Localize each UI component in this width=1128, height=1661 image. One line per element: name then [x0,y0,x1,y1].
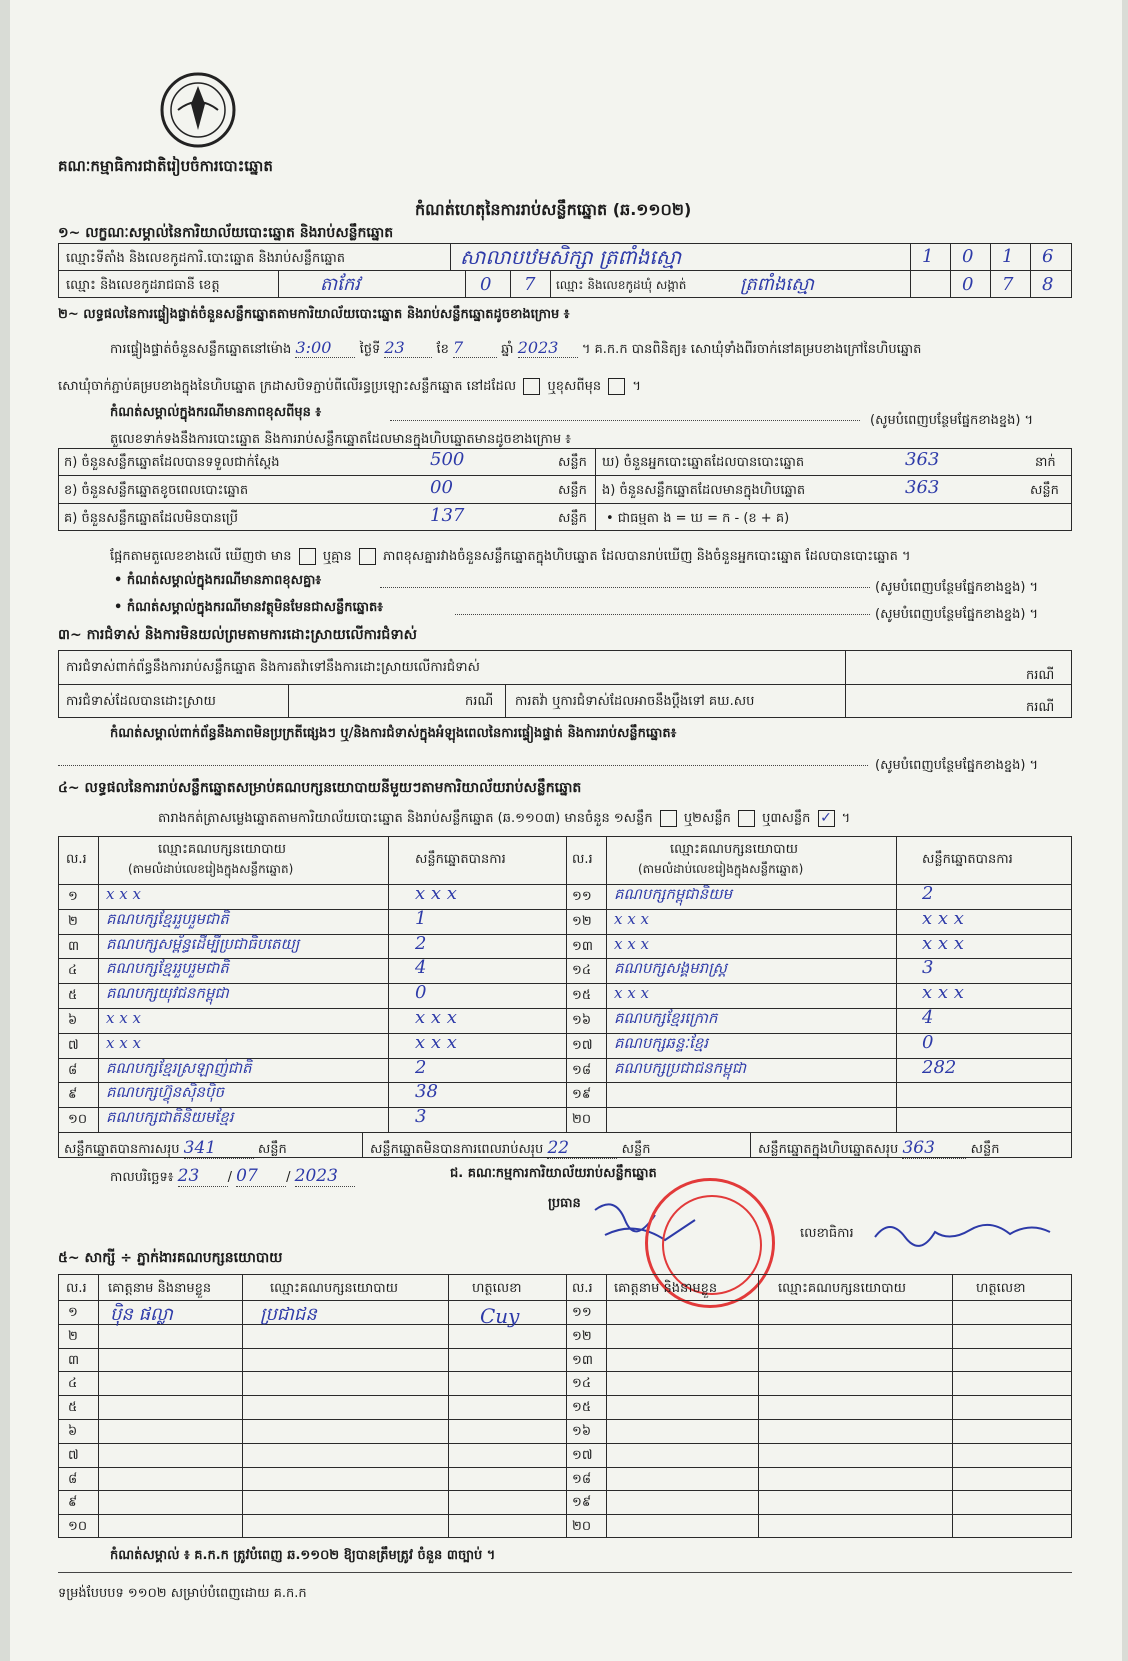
result-row-votes: 4 [415,957,427,979]
section1-title: ១~ លក្ខណៈសម្គាល់នៃការិយាល័យបោះឆ្នោត និងរាប់សន្លឹកឆ្នោត [58,225,394,241]
commune-code-2: 7 [1002,274,1014,295]
row-ko-value: 137 [430,505,465,526]
result-row-party: x x x [106,1009,141,1027]
result-row-no: ១១ [572,889,592,904]
result-row-party: គណបក្សខ្មែររួបរួមជាតិ [106,909,229,928]
same-checkbox[interactable] [523,378,540,395]
result-row-votes: 4 [922,1007,934,1028]
result-row-no: ១៤ [572,963,592,979]
different-label: ឬខុសពីមុន [547,379,602,394]
col-party-sub-left: (តាមលំដាប់លេខរៀងក្នុងសន្លឹកឆ្នោត) [128,862,294,876]
verify-time: 3:00 [295,338,355,358]
w-col-name-right: គោត្តនាម និងនាមខ្លួន [614,1281,718,1296]
chair-label: ប្រធាន [548,1196,581,1211]
witness-row-divider [58,1348,1072,1349]
result-row-no: ២ [68,913,78,929]
result-row-votes: x x x [922,982,964,1004]
result-row-no: ១៩ [572,1087,592,1103]
province-label: ឈ្មោះ និងលេខកូដរាជធានី ខេត្ត [66,278,220,293]
verify-year-label: ឆ្នាំ [501,342,514,357]
total-invalid-unit: សន្លឹក [621,1142,651,1157]
w-col-party-right: ឈ្មោះគណបក្សនយោបាយ [778,1281,906,1296]
verify-line-2 [58,378,641,395]
witness-row-no: ១៤ [572,1376,592,1392]
row-divider [566,1082,1072,1083]
total-invalid-line [370,1138,650,1159]
date-day: 23 [178,1166,228,1187]
w-col-sign-left: ហត្ថលេខា [472,1281,522,1296]
witness-row-no: ៧ [68,1447,79,1463]
witness-row-no: ១៣ [572,1352,593,1368]
note-diff2: • កំណត់សម្គាល់ក្នុងករណីមានភាពខុសគ្នា៖ [114,573,322,588]
result-row-party: x x x [614,934,649,953]
verify-month: 7 [453,338,497,358]
result-row-no: ៣ [68,938,80,954]
witness-1-party: ប្រជាជន [260,1304,317,1325]
tally-sheet-line [158,810,850,827]
result-row-votes: 0 [415,982,427,1004]
commune-label: ឈ្មោះ និងលេខកូដឃុំ សង្កាត់ [556,278,687,292]
ballot-count-form [10,0,1122,1661]
province-code-1: 0 [480,274,492,295]
result-row-party: x x x [614,909,649,928]
province-code-2: 7 [524,274,536,295]
row-ka-label: ក) ចំនួនសន្លឹកឆ្នោតដែលបានទទួលជាក់ស្តែង [64,455,280,470]
result-row-votes: 3 [922,957,934,979]
result-row-votes: x x x [415,1007,457,1028]
result-row-votes: 282 [922,1056,957,1078]
witness-row-divider [58,1490,1072,1491]
province-value: តាកែវ [320,274,360,295]
objection-case-2: ករណី [465,694,494,709]
w-col-no-left: ល.រ [66,1281,87,1296]
row-kha-value: 00 [430,477,453,498]
three-sheet-checkbox[interactable]: ✓ [818,810,835,827]
row-ka-unit: សន្លឹក [558,455,587,470]
result-row-votes: 38 [415,1081,438,1103]
witness-row-divider [58,1467,1072,1468]
result-row-no: ៤ [68,963,78,979]
result-row-party: គណបក្សខ្មែរក្រោក [614,1009,718,1027]
w-col-name-left: គោត្តនាម និងនាមខ្លួន [108,1281,212,1296]
row-ngo-unit: សន្លឹក [1030,483,1059,498]
col-votes-left: សន្លឹកឆ្នោតបានការ [415,852,506,867]
section2-title: ២~ លទ្ធផលនៃការផ្ទៀងផ្ទាត់ចំនួនសន្លឹកឆ្នោតតាមការិយាល័យបោះឆ្នោត និងរាប់សន្លឹកឆ្នោតដូចខាងក្រោម ៖ [58,307,570,322]
secretary-signature-icon [870,1212,1060,1252]
location-label: ឈ្មោះទីតាំង និងលេខកូដការិ.បោះឆ្នោត និងរាប់សន្លឹកឆ្នោត [66,251,345,266]
result-row-votes: x x x [415,1031,457,1053]
note-diff-label: កំណត់សម្គាល់ក្នុងករណីមានភាពខុសពីមុន ៖ [110,405,322,420]
result-row-no: ១ [68,889,78,904]
difference-none-label: ឬគ្មាន [322,549,352,564]
result-row-party: គណបក្សយុវជនកម្ពុជា [106,984,229,1003]
result-row-votes: 3 [415,1106,427,1128]
objection-resolved: ការជំទាស់ដែលបានដោះស្រាយ [66,694,216,709]
result-row-party: គណបក្សហ៊្វុនស៊ិនប៉ិច [106,1083,224,1102]
result-row-votes: 2 [922,883,934,904]
location-code-2: 0 [962,246,974,267]
note-object: • កំណត់សម្គាល់ក្នុងករណីមានវត្ថុមិនមែនជាសន្លឹកឆ្នោត៖ [114,600,383,615]
result-row-votes: x x x [922,932,964,954]
result-row-no: ១២ [572,913,592,929]
total-box-line [758,1138,999,1159]
table-intro: តួលេខទាក់ទងនឹងការបោះឆ្នោត និងការរាប់សន្លឹកឆ្នោតដែលមានក្នុងហិបឆ្នោតមានដូចខាងក្រោម ៖ [110,432,571,447]
footer-form: ទម្រង់បែបបទ ១១០២ សម្រាប់បំពេញដោយ គ.ក.ក [58,1586,307,1601]
location-code-1: 1 [922,246,934,267]
witness-row-no: ៣ [68,1352,80,1368]
two-sheet-checkbox[interactable] [738,810,755,827]
verify-day: 23 [384,338,432,358]
result-row-party: x x x [614,984,649,1003]
total-valid: 341 [184,1138,254,1159]
result-row-no: ១០ [68,1112,88,1128]
w-col-party-left: ឈ្មោះគណបក្សនយោបាយ [270,1281,398,1296]
result-row-no: ៩ [68,1087,78,1103]
witness-row-no: ១៨ [572,1471,592,1487]
tally-intro: តារាងកត់ត្រាសម្លេងឆ្នោតតាមការិយាល័យបោះឆ្នោត និងរាប់សន្លឹកឆ្នោត (ឆ.១១០៣) មានចំនួន ១សន្លឹក [158,811,653,826]
formula: • ជាធម្មតា ង = ឃ = ក - (ខ + គ) [606,511,790,526]
three-sheet-label: ឬ៣សន្លឹក [762,811,811,826]
witness-row-no: ១៧ [572,1447,593,1463]
objection-row1: ការជំទាស់ពាក់ព័ន្ធនឹងការរាប់សន្លឹកឆ្នោត និងការតវ៉ាទៅនឹងការដោះស្រាយលើការជំទាស់ [66,660,480,675]
result-row-votes: 2 [415,1056,427,1078]
witness-row-no: ១ [68,1305,78,1320]
total-valid-label: សន្លឹកឆ្នោតបានការសរុប [64,1142,180,1157]
witness-row-no: ១៥ [572,1400,592,1416]
section3-title: ៣~ ការជំទាស់ និងការមិនយល់ព្រមតាមការដោះស្រាយលើការជំទាស់ [58,627,417,643]
witness-row-no: ២ [68,1328,78,1344]
result-row-votes: 2 [415,932,427,954]
total-box-unit: សន្លឹក [970,1142,1000,1157]
result-row-votes: x x x [415,883,457,904]
no-difference-checkbox[interactable] [359,548,376,565]
row-kha-unit: សន្លឹក [558,483,587,498]
witness-row-divider [58,1419,1072,1420]
section5-title: ៥~ សាក្សី ÷ ភ្នាក់ងារគណបក្សនយោបាយ [58,1250,283,1266]
witness-row-no: ៩ [68,1495,78,1511]
date-label: កាលបរិច្ឆេទ៖ [110,1170,174,1185]
commune-code-3: 8 [1042,274,1054,295]
result-row-party: គណបក្សសង្គមរាស្ត្រ [614,959,727,978]
objection-case-3: ករណី [1026,700,1055,715]
result-row-party: គណបក្សខ្មែររួបរួមជាតិ [106,959,229,978]
result-row-party: គណបក្សជាតិនិយមខ្មែរ [106,1108,234,1127]
witness-row-no: ១៦ [572,1424,592,1439]
witness-1-name: ប៉ិន ផល្លា [110,1304,173,1325]
result-row-no: ៦ [68,1013,78,1028]
result-row-no: ១៦ [572,1013,592,1028]
nec-emblem-icon [158,70,238,150]
date-month: 07 [236,1166,286,1187]
witness-row-divider [58,1443,1072,1444]
witness-row-divider [58,1395,1072,1396]
w-col-no-right: ល.រ [572,1281,593,1296]
result-row-votes: x x x [922,907,964,929]
witness-row-no: ២០ [572,1519,592,1535]
col-party-sub-right: (តាមលំដាប់លេខរៀងក្នុងសន្លឹកឆ្នោត) [638,862,804,876]
witness-table [58,1274,1072,1538]
total-invalid: 22 [547,1138,617,1159]
witness-row-no: ១៩ [572,1495,592,1511]
verify-line-2-text: សោឃុំចាក់ភ្ជាប់គម្របខាងក្នុងនៃហិបឆ្នោត ក្រដាសបិទភ្ជាប់ពីលើរន្ធប្រឡោះសន្លឹកឆ្នោត នៅដដែល [58,379,517,394]
witness-row-no: ៤ [68,1376,78,1392]
result-row-party: គណបក្សសម្ព័ន្ធដើម្បីប្រជាធិបតេយ្យ [106,934,300,953]
sign-heading: ជ. គណៈកម្មការការិយាល័យរាប់សន្លឹកឆ្នោត [450,1166,657,1181]
commune-value: ត្រពាំងស្មោ [740,274,814,295]
objection-case-1: ករណី [1026,668,1055,683]
location-code-3: 1 [1002,246,1014,267]
date-line: កាលបរិច្ឆេទ៖ 23 / 07 / 2023 [110,1166,355,1187]
result-row-votes: 0 [922,1031,934,1053]
objection-appeal: ការតវ៉ា ឬការជំទាស់ដែលអាចនឹងប្តឹងទៅ គឃ.សប [515,694,755,709]
result-row-no: ១៧ [572,1037,593,1053]
difference-has-label: ផ្អែកតាមតួលេខខាងលើ ឃើញថា មាន [110,549,292,564]
section4-title: ៤~ លទ្ធផលនៃការរាប់សន្លឹកឆ្នោតសម្រាប់គណបក្សនយោបាយនីមួយៗតាមការិយាល័យរាប់សន្លឹកឆ្នោត [58,780,582,796]
tally-end: ។ [841,811,851,826]
result-row-no: ២០ [572,1112,592,1128]
row-kha-label: ខ) ចំនួនសន្លឹកឆ្នោតខូចពេលបោះឆ្នោត [64,483,249,498]
result-row-no: ១៥ [572,988,592,1004]
witness-row-no: ៥ [68,1400,78,1416]
irregularity-note: កំណត់សម្គាល់ពាក់ព័ន្ធនឹងភាពមិនប្រក្រតីផ្សេងៗ ឬ/និងការជំទាស់ក្នុងអំឡុងពេលនៃការផ្ទៀងផ្ទាត់ និងការរាប់សន្លឹកឆ្នោត៖ [110,726,677,741]
location-value: សាលាបឋមសិក្សា ត្រពាំងស្មោ [460,245,682,269]
form-title: កំណត់ហេតុនៃការរាប់សន្លឹកឆ្នោត (ឆ.១១០២) [415,200,692,219]
difference-text: ភាពខុសគ្នារវាងចំនួនសន្លឹកឆ្នោតក្នុងហិបឆ្នោត ដែលបានរាប់ឃើញ និងចំនួនអ្នកបោះឆ្នោត ដែលបានបោះឆ្នោត ។ [383,549,911,564]
result-row-party: គណបក្សកម្ពុជានិយម [614,885,732,903]
result-row-votes: 1 [415,907,427,929]
verify-month-label: ខែ [436,342,449,357]
difference-line [110,548,911,565]
result-row-no: ១៣ [572,938,593,954]
one-sheet-checkbox[interactable] [660,810,677,827]
witness-row-no: ៦ [68,1424,78,1439]
witness-row-divider [58,1371,1072,1372]
col-party-right: ឈ្មោះគណបក្សនយោបាយ [670,842,798,857]
row-divider [566,1107,1072,1108]
fill-hint-2: (សូមបំពេញបន្ថែមផ្នែកខាងខ្នង) ។ [875,580,1039,595]
has-difference-checkbox[interactable] [299,548,316,565]
row-ko-label: គ) ចំនួនសន្លឹកឆ្នោតដែលមិនបានប្រើ [64,511,238,526]
result-row-party: គណបក្សប្រជាជនកម្ពុជា [614,1058,746,1077]
witness-row-no: ១០ [68,1519,88,1535]
result-row-party: x x x [106,885,141,903]
total-invalid-label: សន្លឹកឆ្នោតមិនបានការពេលរាប់សរុប [370,1142,544,1157]
committee-name: គណៈកម្មាធិការជាតិរៀបចំការបោះឆ្នោត [58,157,273,175]
verify-line-1-end: ។ គ.ក.ក បានពិនិត្យ៖ សោឃុំទាំងពីរចាក់នៅគម្របខាងក្រៅនៃហិបឆ្នោត [581,342,922,357]
row-gho-value: 363 [905,449,940,470]
witness-row-no: ១២ [572,1328,592,1344]
total-valid-line [64,1138,287,1159]
row-ko-unit: សន្លឹក [558,511,587,526]
w-col-sign-right: ហត្ថលេខា [976,1281,1026,1296]
witness-row-no: ៨ [68,1471,78,1487]
different-checkbox[interactable] [608,378,625,395]
result-row-no: ៥ [68,988,78,1004]
two-sheet-label: ឬ២សន្លឹក [683,811,731,826]
commune-code-1: 0 [962,274,974,295]
result-row-party: x x x [106,1033,141,1052]
result-row-party: គណបក្សឆន្ទៈខ្មែរ [614,1033,709,1052]
total-box: 363 [902,1138,966,1159]
row-ngo-value: 363 [905,477,940,498]
col-votes-right: សន្លឹកឆ្នោតបានការ [922,852,1013,867]
verify-time-label: ការផ្ទៀងផ្ទាត់ចំនួនសន្លឹកឆ្នោតនៅម៉ោង [110,342,292,357]
verify-year: 2023 [518,338,578,358]
date-year: 2023 [295,1166,355,1187]
witness-row-divider [58,1514,1072,1515]
verify-line-2-end: ។ [632,379,641,394]
witness-row-divider [58,1324,1072,1325]
verify-day-label: ថ្ងៃទី [359,342,381,357]
total-box-label: សន្លឹកឆ្នោតក្នុងហិបឆ្នោតសរុប [758,1142,899,1157]
witness-1-signature: Cuy [480,1304,520,1328]
col-no-right: ល.រ [572,852,593,867]
row-ka-value: 500 [430,449,465,470]
col-no-left: ល.រ [66,852,87,867]
fill-hint-4: (សូមបំពេញបន្ថែមផ្នែកខាងខ្នង) ។ [875,758,1039,773]
row-gho-label: ឃ) ចំនួនអ្នកបោះឆ្នោតដែលបានបោះឆ្នោត [602,455,805,470]
col-party-left: ឈ្មោះគណបក្សនយោបាយ [158,842,286,857]
secretary-label: លេខាធិការ [800,1226,854,1241]
fill-hint-3: (សូមបំពេញបន្ថែមផ្នែកខាងខ្នង) ។ [875,607,1039,622]
result-row-no: ១៨ [572,1062,592,1078]
witness-row-no: ១១ [572,1305,592,1320]
result-row-no: ៧ [68,1037,79,1053]
verify-line-1 [110,338,921,358]
location-code-4: 6 [1042,246,1054,267]
total-valid-unit: សន្លឹក [257,1142,287,1157]
result-row-no: ៨ [68,1062,78,1078]
fill-hint-1: (សូមបំពេញបន្ថែមផ្នែកខាងខ្នង) ។ [870,413,1034,428]
row-ngo-label: ង) ចំនួនសន្លឹកឆ្នោតដែលមានក្នុងហិបឆ្នោត [602,483,806,498]
footer-note: កំណត់សម្គាល់ ៖ គ.ក.ក ត្រូវបំពេញ ឆ.១១០២ ឱ្យបានត្រឹមត្រូវ ចំនួន ៣ច្បាប់ ។ [110,1548,496,1563]
row-gho-unit: នាក់ [1035,455,1056,470]
result-row-party: គណបក្សខ្មែរស្រឡាញ់ជាតិ [106,1058,252,1077]
